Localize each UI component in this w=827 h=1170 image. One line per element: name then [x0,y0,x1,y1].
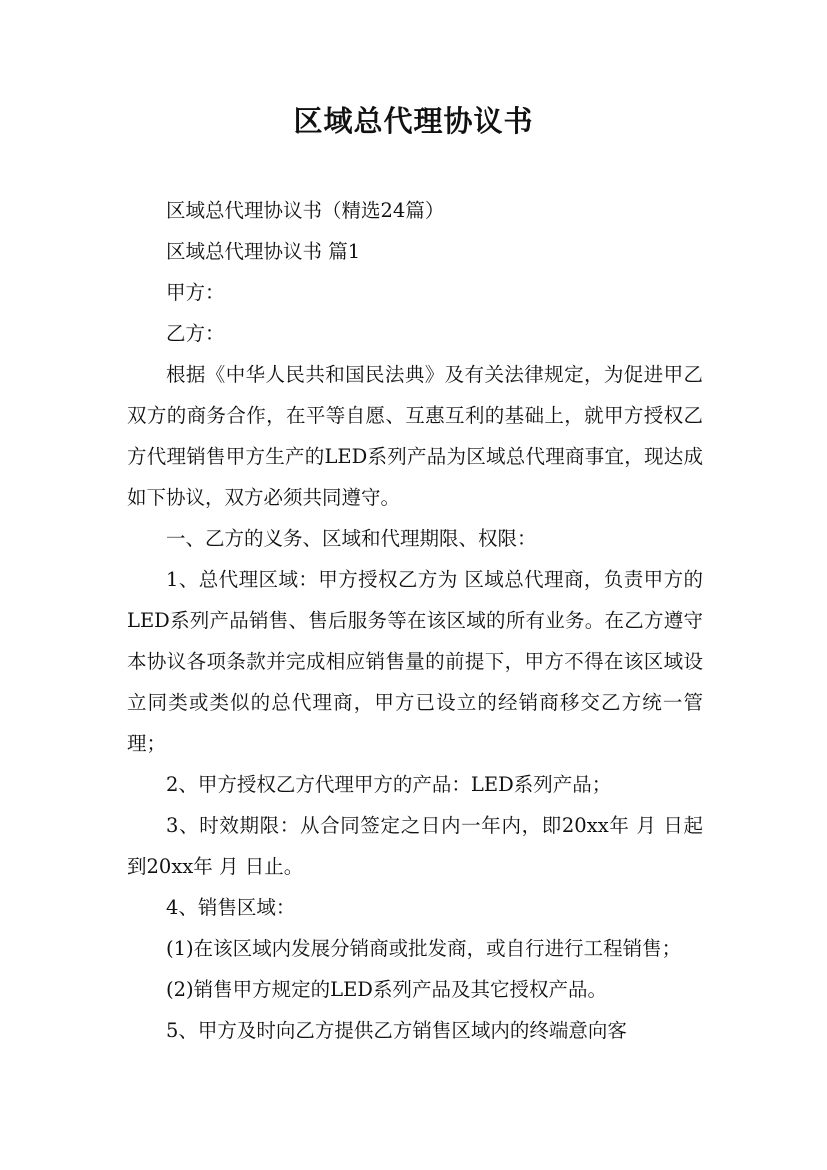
paragraph-subtitle: 区域总代理协议书（精选24篇） [166,199,445,222]
paragraph-clause-1-heading: 一、乙方的义务、区域和代理期限、权限： [166,527,537,550]
paragraph-item-4-2: (2)销售甲方规定的LED系列产品及其它授权产品。 [166,978,607,1001]
paragraph-party-a: 甲方： [166,281,225,304]
paragraph-item-3: 3、时效期限：从合同签定之日内一年内，即20xx年 月 日起到20xx年 月 日止。 [127,814,703,878]
document-body [127,190,703,1051]
paragraph-item-2: 2、甲方授权乙方代理甲方的产品：LED系列产品； [166,773,612,796]
paragraph-party-b: 乙方： [166,322,225,345]
paragraph-item-1: 1、总代理区域：甲方授权乙方为 区域总代理商，负责甲方的LED系列产品销售、售后服务等在该区域的所有业务。在乙方遵守本协议各项条款并完成相应销售量的前提下，甲方不得在该区域设立同类或类似的总代理商，甲方已设立的经销商移交乙方统一管理； [127,568,703,755]
paragraph-section-heading: 区域总代理协议书 篇1 [166,240,361,263]
paragraph-preamble: 根据《中华人民共和国民法典》及有关法律规定，为促进甲乙双方的商务合作，在平等自愿、互惠互利的基础上，就甲方授权乙方代理销售甲方生产的LED系列产品为区域总代理商事宜，现达成如下协议，双方必须共同遵守。 [127,363,703,509]
paragraph-item-4-1: (1)在该区域内发展分销商或批发商，或自行进行工程销售； [166,937,682,960]
paragraph-item-4: 4、销售区域： [166,896,296,919]
document-title: 区域总代理协议书 [293,104,534,138]
paragraph-item-5: 5、甲方及时向乙方提供乙方销售区域内的终端意向客 [166,1019,627,1042]
